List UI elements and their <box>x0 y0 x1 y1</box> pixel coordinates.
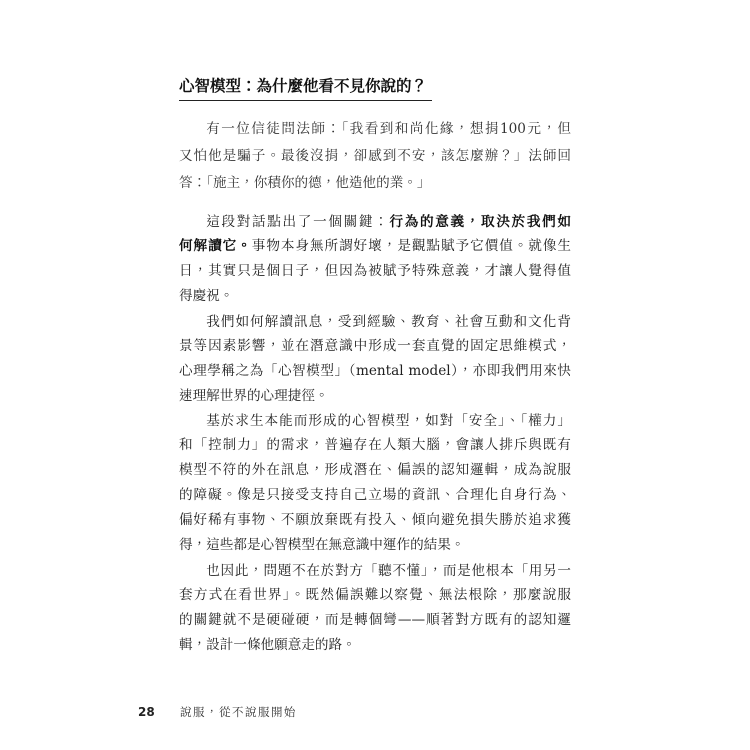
text-line: 有一位信徒問法師：「我看到和尚化緣，想捐100元，但 <box>206 121 571 137</box>
text-line <box>179 210 571 235</box>
text-line: 得慶祝。 <box>179 288 234 305</box>
text-line: 日，其實只是個日子，但因為被賦予特殊意義，才讓人覺得值 <box>179 263 571 280</box>
text-line: 我們如何解讀訊息，受到經驗、教育、社會互動和文化背 <box>206 313 571 330</box>
text-segment: 這段對話點出了一個關鍵： <box>206 213 390 230</box>
text-line: 又怕他是騙子。最後沒捐，卻感到不安，該怎麼辦？」法師回 <box>179 148 571 164</box>
text-line: 模型不符的外在訊息，形成潛在、偏誤的認知邏輯，成為說服 <box>179 462 571 479</box>
title-underline <box>179 100 432 101</box>
section-title: 心智模型：為什麼他看不見你說的？ <box>179 77 428 95</box>
text-line: 得，這些都是心智模型在無意識中運作的結果。 <box>179 536 465 553</box>
emphasis-text: 何解讀它。 <box>179 238 252 255</box>
text-line <box>179 234 571 259</box>
text-line: 景等因素影響，並在潛意識中形成一套直覺的固定思維模式， <box>179 338 571 355</box>
text-line: 也因此，問題不在於對方「聽不懂」，而是他根本「用另一 <box>206 562 571 579</box>
text-segment: 事物本身無所謂好壞，是觀點賦予它價值。就像生 <box>251 238 571 255</box>
text-line: 的關鍵就不是硬碰硬，而是轉個彎——順著對方既有的認知邏 <box>179 612 571 629</box>
paragraph-anecdote <box>179 116 571 197</box>
text-line: 偏好稀有事物、不願放棄既有投入、傾向避免損失勝於追求獲 <box>179 512 571 529</box>
paragraph-key-point <box>179 210 571 310</box>
paragraph-conclusion <box>179 559 571 659</box>
paragraph-survival-instinct <box>179 409 571 558</box>
emphasis-text: 行為的意義，取決於我們如 <box>389 213 571 230</box>
text-line: 速理解世界的心理捷徑。 <box>179 388 329 405</box>
page-number: 28 <box>138 705 155 719</box>
running-book-title: 說服，從不說服開始 <box>180 705 297 719</box>
text-line: 輯，設計一條他願意走的路。 <box>179 637 356 654</box>
paragraph-mental-model <box>179 310 571 410</box>
text-line: 心理學稱之為「心智模型」（mental model），亦即我們用來快 <box>179 363 571 380</box>
text-line: 的障礙。像是只接受支持自己立場的資訊、合理化自身行為、 <box>179 487 571 504</box>
text-line: 基於求生本能而形成的心智模型，如對「安全」、「權力」 <box>206 412 571 429</box>
text-line: 套方式在看世界」。既然偏誤難以察覺、無法根除，那麼說服 <box>179 587 571 604</box>
text-line: 和「控制力」的需求，普遍存在人類大腦，會讓人排斥與既有 <box>179 437 571 454</box>
text-line: 答：「施主，你積你的德，他造他的業。」 <box>179 175 431 191</box>
